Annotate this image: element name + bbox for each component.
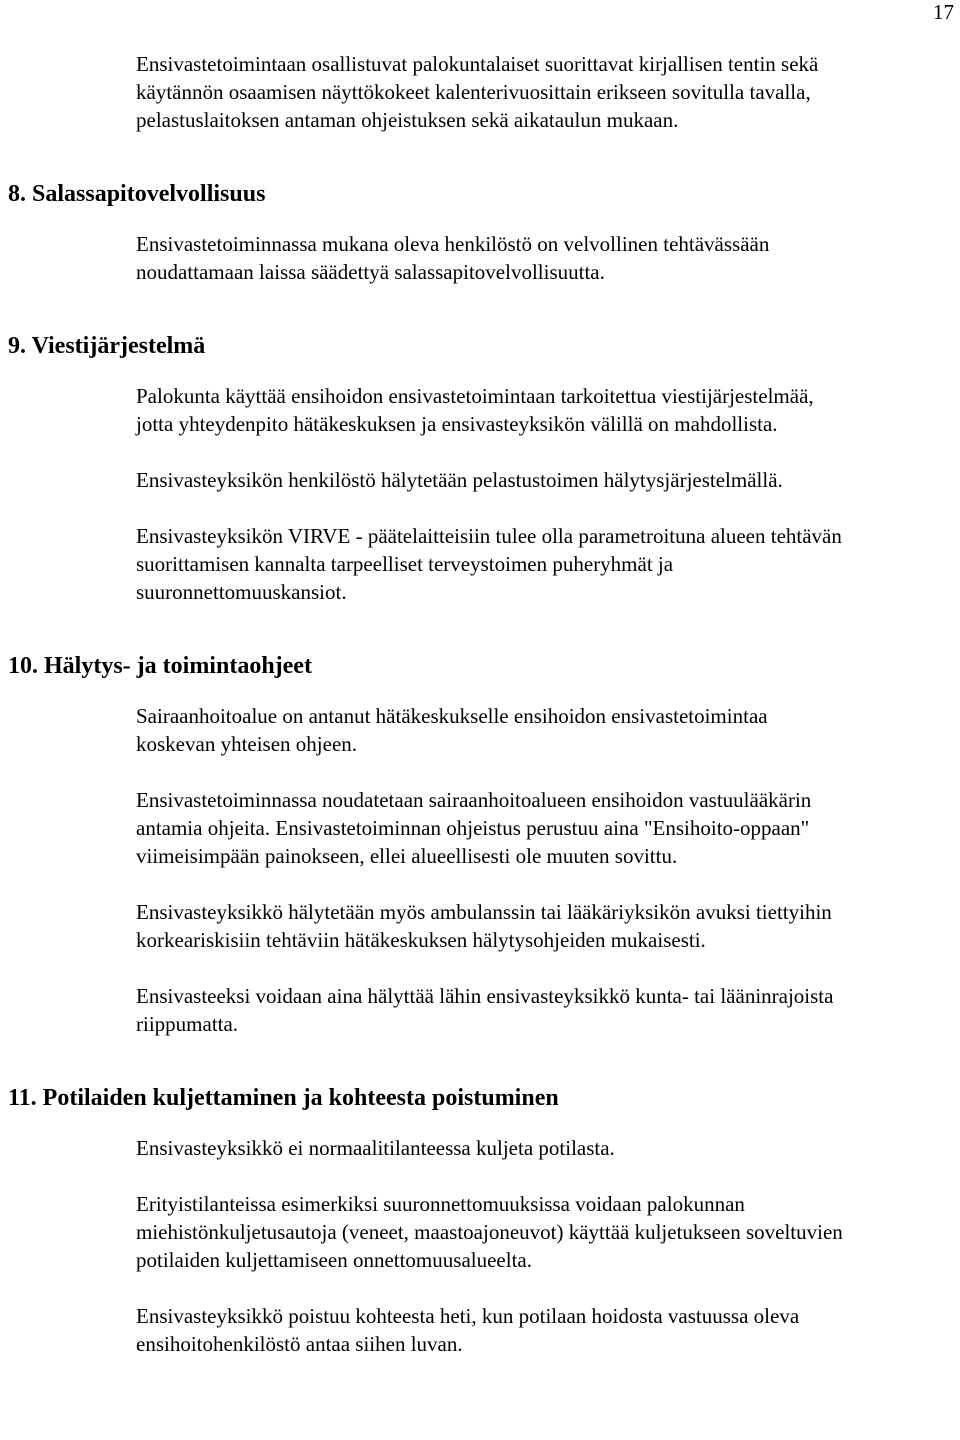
paragraph bbox=[136, 1190, 958, 1274]
text-line: Ensivasteyksikkö hälytetään myös ambulanssin tai lääkäriyksikön avuksi tiettyihin bbox=[136, 900, 832, 924]
text-line: jotta yhteydenpito hätäkeskuksen ja ensivasteyksikön välillä on mahdollista. bbox=[136, 412, 778, 436]
text-line: antamia ohjeita. Ensivastetoiminnan ohjeistus perustuu aina "Ensihoito-oppaan" bbox=[136, 816, 810, 840]
text-line: potilaiden kuljettamiseen onnettomuusalueelta. bbox=[136, 1248, 532, 1272]
paragraph bbox=[136, 1134, 958, 1162]
paragraph bbox=[136, 230, 958, 286]
text-line: suorittamisen kannalta tarpeelliset terveystoimen puheryhmät ja bbox=[136, 552, 674, 576]
text-line: Ensivasteyksikön henkilöstö hälytetään pelastustoimen hälytysjärjestelmällä. bbox=[136, 468, 783, 492]
text-line: Palokunta käyttää ensihoidon ensivastetoimintaan tarkoitettua viestijärjestelmää, bbox=[136, 384, 814, 408]
text-line: pelastuslaitoksen antaman ohjeistuksen sekä aikataulun mukaan. bbox=[136, 108, 679, 132]
document-body bbox=[0, 50, 960, 1358]
text-line: käytännön osaamisen näyttökokeet kalenterivuosittain erikseen sovitulla tavalla, bbox=[136, 80, 811, 104]
text-line: viimeisimpään painokseen, ellei alueellisesti ole muuten sovittu. bbox=[136, 844, 678, 868]
paragraph bbox=[136, 898, 958, 954]
section-heading-10: 10. Hälytys- ja toimintaohjeet bbox=[8, 653, 312, 679]
text-line: Ensivasteyksikkö ei normaalitilanteessa kuljeta potilasta. bbox=[136, 1136, 615, 1160]
paragraph bbox=[136, 1302, 958, 1358]
text-line: ensihoitohenkilöstö antaa siihen luvan. bbox=[136, 1332, 463, 1356]
text-line: miehistönkuljetusautoja (veneet, maastoajoneuvot) käyttää kuljetukseen soveltuvien bbox=[136, 1220, 843, 1244]
text-line: korkeariskisiin tehtäviin hätäkeskuksen hälytysohjeiden mukaisesti. bbox=[136, 928, 706, 952]
text-line: suuronnettomuuskansiot. bbox=[136, 580, 347, 604]
paragraph bbox=[136, 786, 958, 870]
text-line: Ensivastetoiminnassa mukana oleva henkilöstö on velvollinen tehtävässään bbox=[136, 232, 770, 256]
text-line: Ensivasteeksi voidaan aina hälyttää lähin ensivasteyksikkö kunta- tai lääninrajoista bbox=[136, 984, 834, 1008]
paragraph bbox=[136, 382, 958, 438]
text-line: Ensivastetoimintaan osallistuvat palokuntalaiset suorittavat kirjallisen tentin sekä bbox=[136, 52, 819, 76]
text-line: Erityistilanteissa esimerkiksi suuronnettomuuksissa voidaan palokunnan bbox=[136, 1192, 745, 1216]
text-line: Ensivastetoiminnassa noudatetaan sairaanhoitoalueen ensihoidon vastuulääkärin bbox=[136, 788, 812, 812]
text-line: riippumatta. bbox=[136, 1012, 239, 1036]
section-heading-11: 11. Potilaiden kuljettaminen ja kohteesta poistuminen bbox=[8, 1085, 559, 1111]
section-heading-8: 8. Salassapitovelvollisuus bbox=[8, 181, 266, 207]
paragraph bbox=[136, 982, 958, 1038]
paragraph bbox=[136, 522, 958, 606]
intro-paragraph bbox=[136, 50, 958, 134]
section-heading-9: 9. Viestijärjestelmä bbox=[8, 333, 206, 359]
text-line: Ensivasteyksikön VIRVE - päätelaitteisiin tulee olla parametroituna alueen tehtävän bbox=[136, 524, 842, 548]
text-line: Sairaanhoitoalue on antanut hätäkeskukselle ensihoidon ensivastetoimintaa bbox=[136, 704, 768, 728]
paragraph bbox=[136, 702, 958, 758]
text-line: koskevan yhteisen ohjeen. bbox=[136, 732, 358, 756]
text-line: noudattamaan laissa säädettyä salassapitovelvollisuutta. bbox=[136, 260, 605, 284]
page-number: 17 bbox=[933, 0, 954, 24]
text-line: Ensivasteyksikkö poistuu kohteesta heti, kun potilaan hoidosta vastuussa oleva bbox=[136, 1304, 800, 1328]
paragraph bbox=[136, 466, 958, 494]
